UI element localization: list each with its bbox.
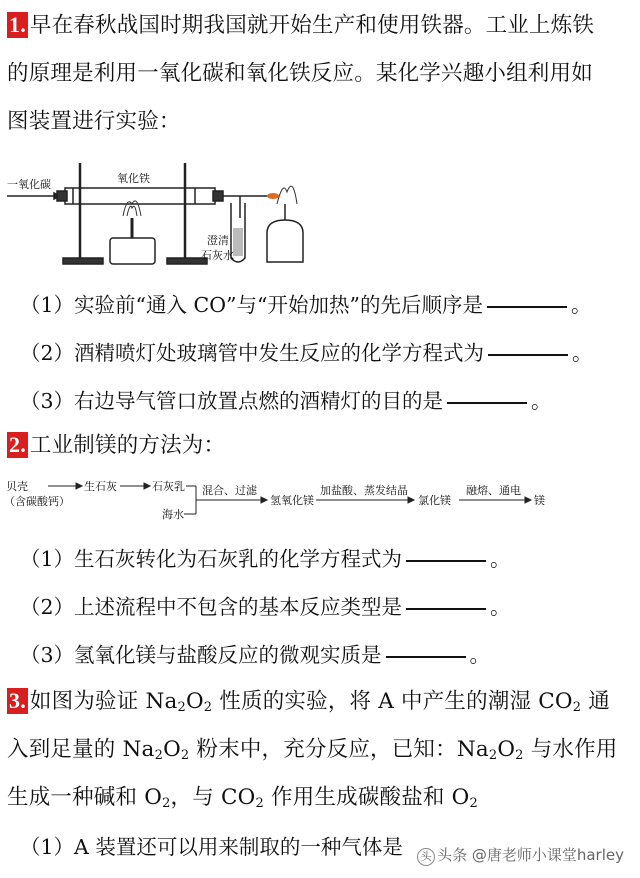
watermark-text: 头条 @唐老师小课堂harley (437, 846, 624, 864)
flow-shell: 贝壳 (6, 480, 28, 493)
q2-sub2-end: 。 (490, 595, 511, 619)
q1-stem-line1 (7, 8, 594, 39)
q2-sub2-text: （2）上述流程中不包含的基本反应类型是 (20, 595, 403, 619)
q2-number: 2. (9, 432, 26, 457)
q3-line1 (7, 684, 610, 715)
q1-sub2-text: （2）酒精喷灯处玻璃管中发生反应的化学方程式为 (20, 341, 485, 365)
q3-l3b: ，与 CO (170, 785, 256, 810)
subscript: 2 (162, 796, 171, 811)
q1-stem-line3: 图装置进行实验： (7, 109, 181, 134)
q1-sub3-end: 。 (531, 389, 552, 413)
q3-number: 3. (9, 688, 26, 713)
flow-quicklime: 生石灰 (84, 480, 117, 493)
q2-stem-text: 工业制镁的方法为： (29, 433, 226, 458)
q3-l1b: O (185, 689, 204, 714)
q2-sub3-text: （3）氢氧化镁与盐酸反应的微观实质是 (20, 643, 382, 667)
subscript: 2 (177, 700, 186, 715)
q2-sub1-text: （1）生石灰转化为石灰乳的化学方程式为 (20, 547, 403, 571)
q1-sub2 (20, 336, 593, 366)
flow-step-acid: 加盐酸、蒸发结晶 (320, 484, 408, 497)
q1-sub1 (20, 288, 591, 318)
q2-stem (7, 428, 225, 459)
subscript: 2 (488, 748, 498, 763)
fig-label-limewater-1: 澄清 (207, 234, 229, 247)
q1-sub3 (20, 384, 552, 414)
answer-blank[interactable] (447, 402, 527, 404)
subscript: 2 (572, 700, 582, 715)
flow-mgcl2: 氯化镁 (418, 494, 451, 507)
subscript: 2 (469, 796, 478, 811)
q3-l2b: O (163, 737, 181, 762)
q3-l1a: 如图为验证 Na (29, 689, 178, 714)
q3-sub1: （1）A 装置还可以用来制取的一种气体是 (20, 835, 403, 859)
watermark (413, 842, 628, 868)
subscript: 2 (154, 748, 164, 763)
q3-l2e: 与水作用 (530, 737, 618, 762)
subscript: 2 (180, 748, 190, 763)
q3-line2 (7, 732, 618, 763)
q1-sub3-text: （3）右边导气管口放置点燃的酒精灯的目的是 (20, 389, 444, 413)
q3-l1d: 通 (588, 689, 610, 714)
flow-step-elec: 融熔、通电 (466, 484, 521, 497)
q1-number: 1. (9, 12, 26, 37)
flow-mg: 镁 (534, 494, 545, 507)
q1-sub1-text: （1）实验前“通入 CO”与“开始加热”的先后顺序是 (20, 293, 483, 317)
flow-step-mix: 混合、过滤 (202, 484, 257, 497)
answer-blank[interactable] (487, 306, 567, 308)
flow-mgoh2: 氢氧化镁 (270, 494, 314, 507)
q2-sub1-end: 。 (490, 547, 511, 571)
fig-label-limewater-2: 石灰水 (201, 249, 234, 262)
fig-label-fe2o3: 氧化铁 (117, 172, 150, 185)
q2-sub1 (20, 542, 511, 572)
flow-limemilk: 石灰乳 (152, 480, 185, 493)
answer-blank[interactable] (386, 656, 466, 658)
q1-sub2-end: 。 (572, 341, 593, 365)
q1-sub1-end: 。 (570, 293, 592, 317)
answer-blank[interactable] (488, 354, 568, 356)
subscript: 2 (203, 700, 213, 715)
q1-stem-text1: 早在春秋战国时期我国就开始生产和使用铁器。工业上炼铁 (29, 13, 595, 38)
flow-seawater: 海水 (162, 508, 184, 521)
q2-flow-diagram (4, 474, 564, 530)
flow-shell-note: （含碳酸钙） (4, 495, 70, 508)
q3-l2a: 入到足量的 Na (7, 737, 155, 762)
q1-apparatus-figure (5, 158, 345, 274)
q1-stem-line2: 的原理是利用一氧化碳和氧化铁反应。某化学兴趣小组利用如 (7, 61, 593, 86)
q3-l3c: 作用生成碳酸盐和 O (271, 785, 470, 810)
q2-sub3 (20, 638, 490, 668)
q2-sub2 (20, 590, 511, 620)
q3-l3a: 生成一种碱和 O (7, 785, 163, 810)
answer-blank[interactable] (406, 608, 486, 610)
q3-l2c: 粉末中，充分反应，已知：Na (196, 737, 489, 762)
q3-l1c: 性质的实验，将 A 中产生的潮湿 CO (219, 689, 573, 714)
toutiao-logo-icon: 头 (417, 848, 435, 866)
fig-label-co: 一氧化碳 (7, 178, 51, 191)
answer-blank[interactable] (406, 560, 486, 562)
subscript: 2 (515, 748, 524, 763)
q2-sub3-end: 。 (469, 643, 491, 667)
q3-line3 (7, 780, 478, 811)
q3-l2d: O (497, 737, 516, 762)
subscript: 2 (255, 796, 264, 811)
